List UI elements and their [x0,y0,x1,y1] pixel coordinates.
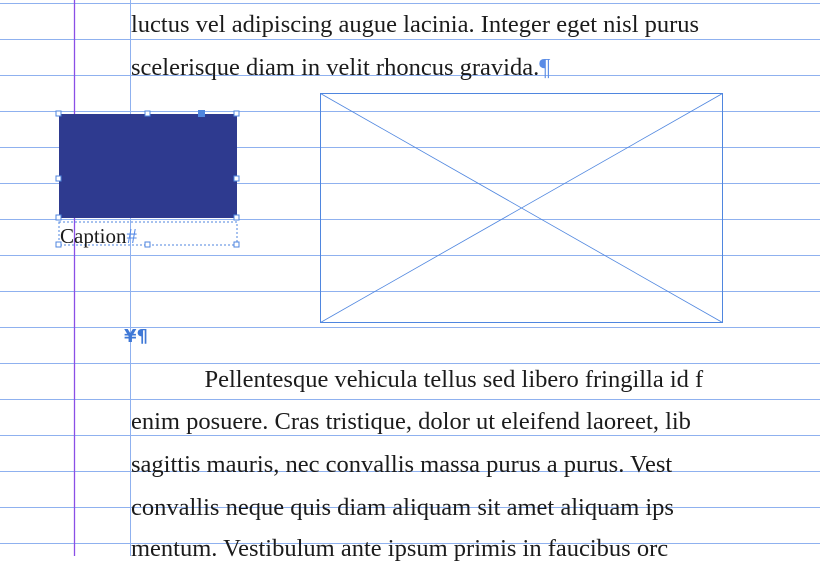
handle-bottom-right[interactable] [234,215,239,220]
text-content: sagittis mauris, nec convallis massa purus a purus. Vest [131,451,673,478]
caption-text[interactable] [60,222,137,250]
body-text-line[interactable] [131,490,674,526]
pilcrow-icon: ¶ [539,54,551,81]
body-text-line[interactable] [131,362,703,398]
anchored-object-icon[interactable]: ¥¶ [124,326,148,347]
handle-bottom-left[interactable] [56,215,61,220]
body-text-line[interactable] [131,404,691,440]
text-content: Pellentesque vehicula tellus sed libero fringilla id f [131,366,704,393]
empty-graphic-frame[interactable] [321,94,723,323]
text-content: convallis neque quis diam aliquam sit amet aliquam ips [131,494,674,521]
body-text-line[interactable] [131,531,668,567]
body-text-line[interactable] [131,50,550,86]
handle-top-left[interactable] [56,111,61,116]
text-content: luctus vel adipiscing augue lacinia. Integer eget nisl purus [131,11,700,38]
text-content: mentum. Vestibulum ante ipsum primis in faucibus orc [131,535,669,562]
handle-middle-left[interactable] [56,176,61,181]
caption-handle-bottom-right[interactable] [234,242,239,247]
body-text-line[interactable] [131,447,672,483]
text-content: enim posuere. Cras tristique, dolor ut eleifend laoreet, lib [131,408,691,435]
text-content: scelerisque diam in velit rhoncus gravida. [131,54,540,81]
handle-top-center[interactable] [145,111,150,116]
body-text-line[interactable] [131,7,699,43]
content-grabber-icon[interactable] [198,110,205,117]
caption-label: Caption [60,224,127,248]
image-frame-filled[interactable] [59,114,237,218]
caption-handle-bottom-center[interactable] [145,242,150,247]
handle-top-right[interactable] [234,111,239,116]
end-of-story-icon: # [126,224,137,248]
handle-middle-right[interactable] [234,176,239,181]
